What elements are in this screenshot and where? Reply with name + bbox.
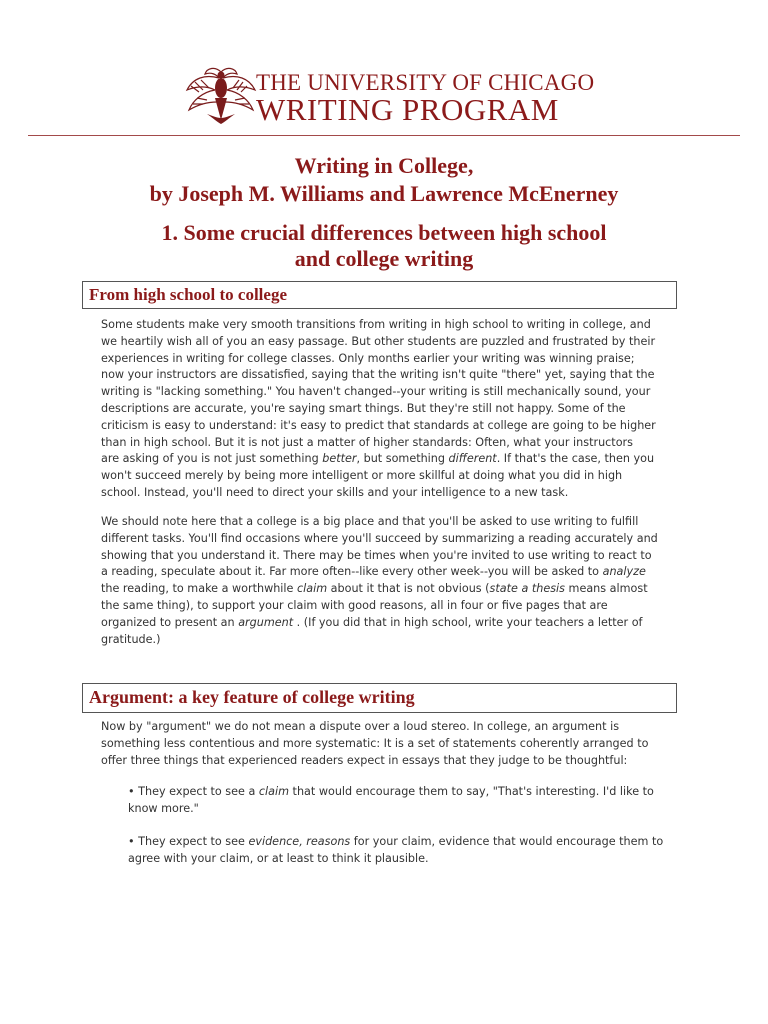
text-segment: means almost — [564, 582, 648, 596]
header — [0, 0, 768, 138]
text-line — [101, 451, 681, 468]
text-line — [128, 784, 681, 801]
text-segment: about it that is not obvious ( — [327, 582, 490, 596]
text-line: different tasks. You'll find occasions where you'll succeed by summarizing a reading accurately and — [101, 531, 658, 545]
text-segment: . (If you did that in high school, write your teachers a letter of — [293, 615, 643, 629]
emphasis-text: claim — [296, 582, 328, 596]
document-title: Writing in College, — [294, 153, 474, 178]
emphasis-text: evidence, reasons — [248, 835, 351, 848]
bullet-item — [128, 834, 681, 868]
paragraph — [101, 719, 681, 769]
text-line: offer three things that experienced readers expect in essays that they judge to be thoughtful: — [101, 753, 628, 767]
text-line: Some students make very smooth transitions from writing in high school to writing in college, and — [101, 318, 651, 331]
text-line: Now by "argument" we do not mean a dispute over a loud stereo. In college, an argument is — [101, 720, 620, 733]
text-line: now your instructors are dissatisfied, saying that the writing isn't quite "there" yet, saying that the — [101, 368, 655, 382]
emphasis-text: better — [322, 452, 357, 466]
program-name: WRITING PROGRAM — [256, 92, 559, 127]
section-heading-box — [82, 683, 677, 713]
phoenix-crest-logo — [185, 64, 257, 126]
text-line: something less contentious and more systematic: It is a set of statements coherently arranged to — [101, 736, 649, 750]
text-line: We should note here that a college is a big place and that you'll be asked to use writing to fulfill — [101, 515, 639, 528]
text-segment: , but something — [356, 452, 449, 466]
text-line: experiences in writing for college classes. Only months earlier your writing was winning praise; — [101, 351, 635, 365]
text-line — [128, 834, 681, 851]
chapter-title-line2: and college writing — [294, 246, 474, 271]
section-heading: From high school to college — [89, 285, 287, 304]
text-segment: . If that's the case, then you — [496, 452, 655, 466]
text-segment: are asking of you is not just something — [101, 452, 323, 466]
text-line — [101, 581, 681, 598]
text-line: agree with your claim, or at least to think it plausible. — [128, 851, 429, 865]
document-authors: by Joseph M. Williams and Lawrence McEnerney — [149, 181, 619, 206]
text-line: gratitude.) — [101, 632, 161, 646]
paragraph — [101, 317, 681, 502]
text-segment: for your claim, evidence that would encourage them to — [350, 835, 664, 848]
university-name: THE UNIVERSITY OF CHICAGO — [256, 70, 595, 95]
section-heading-box — [82, 281, 677, 309]
text-line: than in high school. But it is not just a matter of higher standards: Often, what your instructors — [101, 435, 633, 449]
text-line — [101, 564, 681, 581]
text-line: descriptions are accurate, you're saying smart things. But they're still not happy. Some of the — [101, 401, 626, 415]
emphasis-text: different — [448, 452, 497, 466]
bullet-item — [128, 784, 681, 818]
text-line: criticism is easy to understand: it's easy to predict that standards at college are going to be higher — [101, 418, 656, 432]
text-line: the same thing), to support your claim with good reasons, all in four or five pages that are — [101, 598, 608, 612]
text-line: showing that you understand it. There may be times when you're invited to use writing to react to — [101, 548, 652, 562]
emphasis-text: argument — [238, 615, 294, 629]
text-segment: that would encourage them to say, "That's interesting. I'd like to — [289, 785, 654, 798]
emphasis-text: analyze — [602, 565, 646, 579]
chapter-title-line1: 1. Some crucial differences between high school — [161, 220, 607, 245]
emphasis-text: claim — [258, 785, 289, 798]
text-line: we heartily wish all of you an easy passage. But other students are puzzled and frustrated by their — [101, 334, 656, 348]
text-line: school. Instead, you'll need to direct your skills and your intelligence to a new task. — [101, 485, 569, 499]
text-segment: • They expect to see a — [128, 785, 259, 798]
text-line: won't succeed merely by being more intelligent or more skillful at doing what you did in high — [101, 469, 623, 483]
emphasis-text: state a thesis — [489, 582, 565, 596]
text-line — [101, 615, 681, 632]
text-segment: • They expect to see — [128, 835, 249, 848]
paragraph — [101, 514, 681, 648]
header-divider — [28, 135, 740, 136]
text-line: writing is "lacking something." You haven't changed--your writing is still mechanically sound, your — [101, 385, 651, 399]
text-line: know more." — [128, 801, 199, 815]
text-segment: organized to present an — [101, 615, 239, 629]
section-heading: Argument: a key feature of college writing — [89, 687, 415, 707]
text-segment: the reading, to make a worthwhile — [101, 582, 297, 596]
text-segment: a reading, speculate about it. Far more often--like every other week--you will be asked to — [101, 565, 603, 579]
